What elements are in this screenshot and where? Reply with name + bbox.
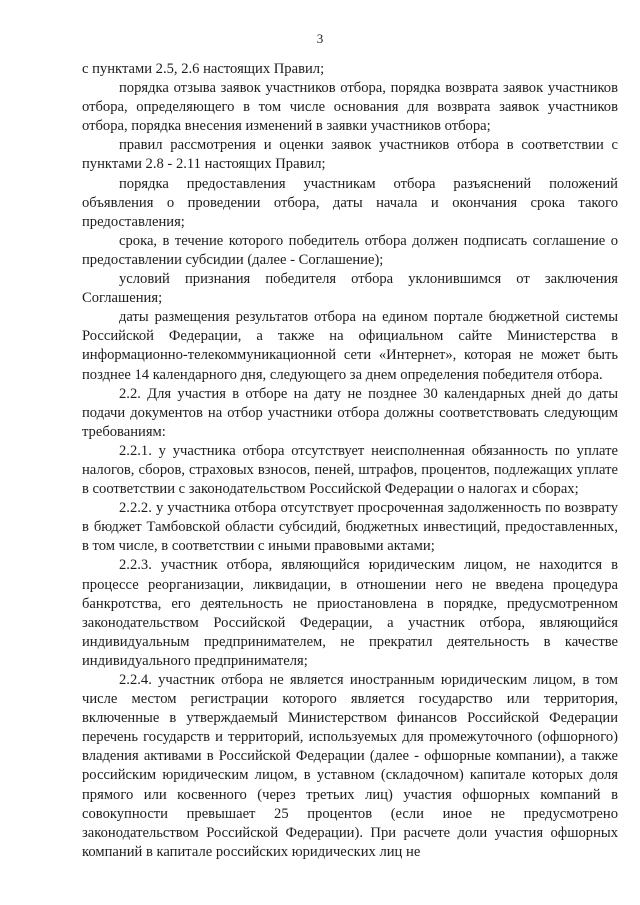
paragraph: 2.2.1. у участника отбора отсутствует неисполненная обязанность по уплате налогов, сборов, страховых взносов, пеней, штрафов, процентов, подлежащих уплате в соответствии с законодательством Российской Федерации о налогах и сборах; xyxy=(82,442,618,498)
paragraph: с пунктами 2.5, 2.6 настоящих Правил; xyxy=(82,61,325,77)
paragraph: срока, в течение которого победитель отбора должен подписать соглашение о предоставлении субсидии (далее - Соглашение); xyxy=(82,232,618,268)
paragraph: даты размещения результатов отбора на едином портале бюджетной системы Российской Федерации, а также на официальном сайте Министерства в информационно-телекоммуникационной сети «Интернет», которая не может быть позднее 14 календарного дня, следующего за днем определения победителя отбора. xyxy=(82,309,618,383)
paragraph: 2.2.2. у участника отбора отсутствует просроченная задолженность по возврату в бюджет Тамбовской области субсидий, бюджетных инвестиций, предоставленных, в том числе, в соответствии с иными правовыми актами; xyxy=(82,500,618,555)
paragraph: порядка отзыва заявок участников отбора, порядка возврата заявок участников отбора, определяющего в том числе основания для возврата заявок участников отбора, порядка внесения изменений в заявки участников отбора; xyxy=(82,80,618,135)
paragraph: 2.2.4. участник отбора не является иностранным юридическим лицом, в том числе местом регистрации которого является государство или территория, включенные в утверждаемый Министерством финансов Российской Федерации перечень государств и территорий, используемых для промежуточного (офшорного) владения активами в Российской Федерации (далее - офшорные компании), а также российским юридическим лицом, в уставном (складочном) капитале которых доля прямого или косвенного (через третьих лиц) участия офшорных компаний в совокупности превышает 25 процентов (если иное не предусмотрено законодательством Российской Федерации). При расчете доли участия офшорных компаний в капитале российских юридических лиц не xyxy=(82,672,618,860)
paragraph: 2.2.3. участник отбора, являющийся юридическим лицом, не находится в процессе реорганизации, ликвидации, в отношении него не введена процедура банкротства, его деятельность не приостановлена в порядке, предусмотренном законодательством Российской Федерации, а участник отбора, являющийся индивидуальным предпринимателем, не прекратил деятельность в качестве индивидуального предпринимателя; xyxy=(82,557,618,669)
paragraph: правил рассмотрения и оценки заявок участников отбора в соответствии с пунктами 2.8 - 2.11 настоящих Правил; xyxy=(82,137,618,173)
paragraph: порядка предоставления участникам отбора разъяснений положений объявления о проведении отбора, даты начала и окончания срока такого предоставления; xyxy=(82,175,618,230)
document-body xyxy=(82,60,618,862)
page-number: 3 xyxy=(316,31,324,46)
paragraph: 2.2. Для участия в отборе на дату не позднее 30 календарных дней до даты подачи документов на отбор участники отбора должны соответствовать следующим требованиям: xyxy=(82,385,618,440)
paragraph: условий признания победителя отбора уклонившимся от заключения Соглашения; xyxy=(82,271,618,307)
